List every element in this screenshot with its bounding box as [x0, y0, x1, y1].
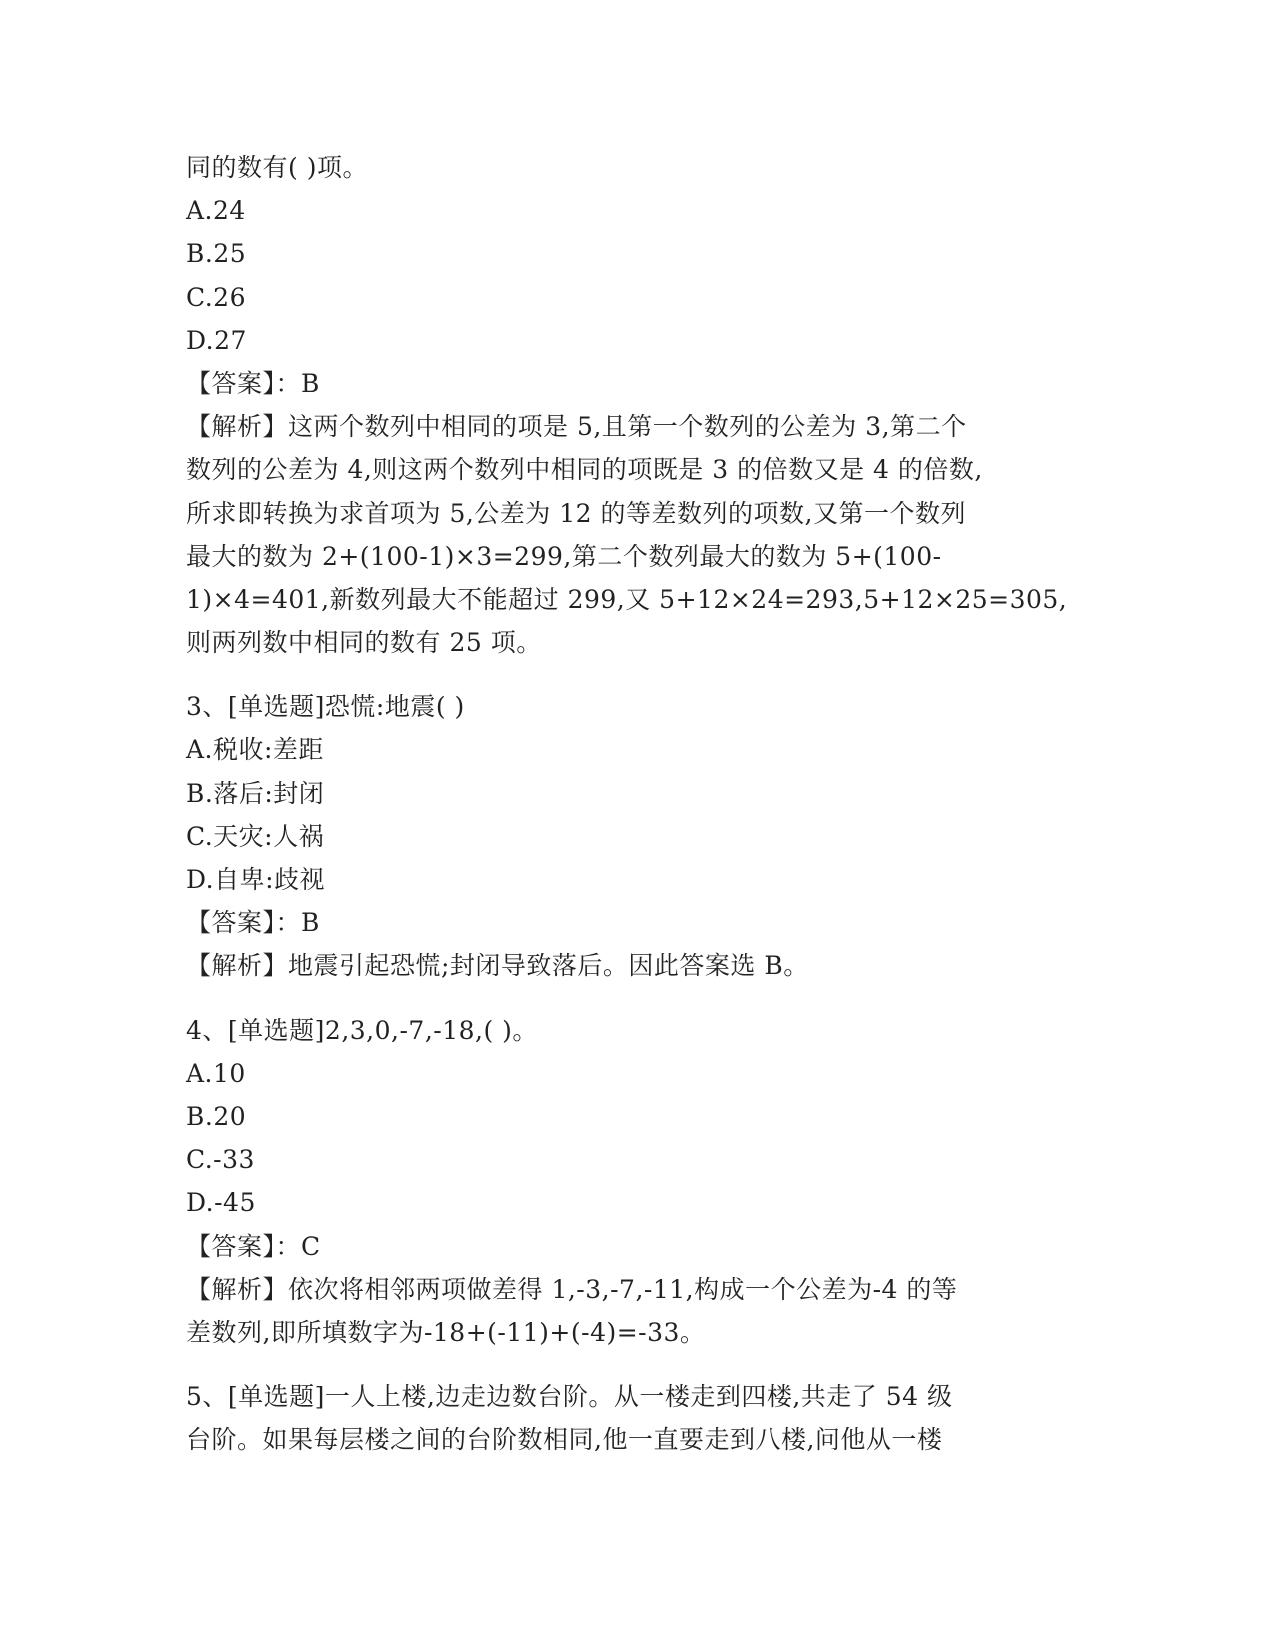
question-stem-line: 台阶。如果每层楼之间的台阶数相同,他一直要走到八楼,问他从一楼 [186, 1425, 943, 1455]
answer-line: 【答案】：C [186, 1231, 321, 1261]
explanation-line: 最大的数为 2+(100-1)×3=299,第二个数列最大的数为 5+(100- [186, 541, 942, 571]
question-stem-line: 3、[单选题]恐慌:地震( ) [186, 692, 465, 722]
question-3 [186, 685, 1086, 987]
explanation-line: 数列的公差为 4,则这两个数列中相同的项既是 3 的倍数又是 4 的倍数, [186, 455, 983, 485]
question-stem-line: 4、[单选题]2,3,0,-7,-18,( )。 [186, 1015, 538, 1045]
explanation-line: 所求即转换为求首项为 5,公差为 12 的等差数列的项数,又第一个数列 [186, 498, 966, 528]
option-d: D.自卑:歧视 [186, 865, 326, 894]
option-a: A.10 [186, 1058, 246, 1088]
option-c: C.26 [186, 282, 246, 312]
option-d: D.-45 [186, 1188, 256, 1218]
answer-line: 【答案】：B [186, 368, 320, 398]
question-2-continuation [186, 146, 1086, 664]
explanation-line: 【解析】依次将相邻两项做差得 1,-3,-7,-11,构成一个公差为-4 的等 [186, 1274, 958, 1304]
explanation-line: 【解析】地震引起恐慌;封闭导致落后。因此答案选 B。 [186, 951, 809, 981]
option-a: A.24 [186, 196, 246, 226]
document-page [186, 146, 1086, 1461]
option-c: C.-33 [186, 1145, 255, 1175]
option-d: D.27 [186, 325, 247, 355]
option-a: A.税收:差距 [186, 735, 324, 765]
question-stem-line: 5、[单选题]一人上楼,边走边数台阶。从一楼走到四楼,共走了 54 级 [186, 1382, 953, 1412]
explanation-line: 【解析】这两个数列中相同的项是 5,且第一个数列的公差为 3,第二个 [186, 412, 967, 442]
option-b: B.25 [186, 239, 247, 269]
option-b: B.20 [186, 1101, 247, 1131]
question-5 [186, 1375, 1086, 1461]
question-4 [186, 1009, 1086, 1355]
option-b: B.落后:封闭 [186, 778, 325, 808]
answer-line: 【答案】：B [186, 908, 320, 938]
explanation-line: 差数列,即所填数字为-18+(-11)+(-4)=-33。 [186, 1317, 706, 1347]
explanation-line: 则两列数中相同的数有 25 项。 [186, 628, 542, 658]
explanation-line: 1)×4=401,新数列最大不能超过 299,又 5+12×24=293,5+12×25=305, [186, 584, 1068, 614]
option-c: C.天灾:人祸 [186, 821, 325, 851]
question-stem-line: 同的数有( )项。 [186, 153, 368, 182]
